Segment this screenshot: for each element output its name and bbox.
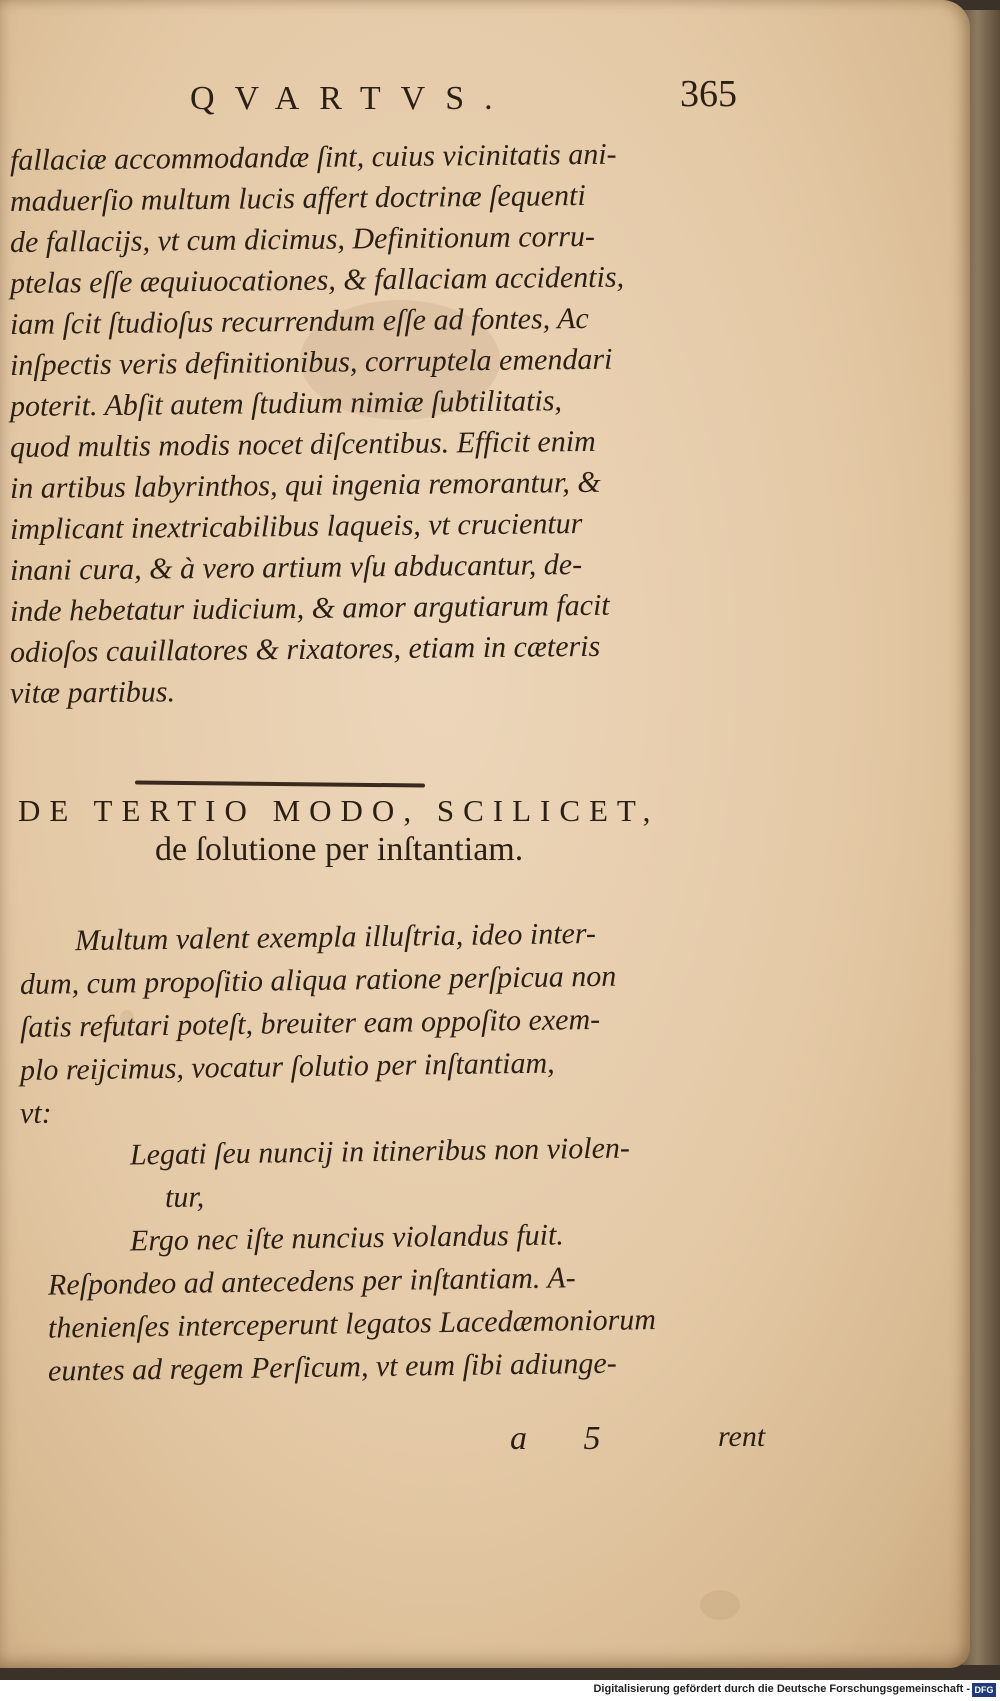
text-line: vitæ partibus.: [9, 675, 176, 710]
page-number: 365: [680, 73, 737, 115]
running-head: [180, 73, 780, 140]
section-divider-rule: [135, 780, 425, 787]
section-heading: [18, 793, 798, 869]
text-line: poterit. Abſit autem ſtudium nimiæ ſubtilitatis,: [9, 384, 563, 423]
text-line: plo reijcimus, vocatur ſolutio per inſtantiam,: [19, 1046, 555, 1087]
text-line: ptelas eſſe æquiuocationes, & fallaciam accidentis,: [9, 260, 625, 300]
text-line: iam ſcit ſtudioſus recurrendum eſſe ad fontes, Ac: [9, 301, 589, 341]
text-line: maduerſio multum lucis affert doctrinæ ſequenti: [9, 178, 586, 218]
text-line: implicant inextricabilibus laqueis, vt crucientur: [9, 507, 583, 546]
text-line: tur,: [164, 1180, 205, 1214]
signature-mark: a 5: [510, 1420, 625, 1457]
body-text: [9, 137, 770, 714]
text-line: inde hebetatur iudicium, & amor argutiarum facit: [9, 588, 610, 628]
text-line: inani cura, & à vero artium vſu abducantur, de-: [9, 548, 583, 587]
dfg-logo: DFG: [972, 1683, 996, 1697]
running-head-title: QVARTVS.: [190, 80, 513, 117]
text-line: euntes ad regem Perſicum, vt eum ſibi adiunge-: [47, 1346, 617, 1388]
text-line: Multum valent exempla illuſtria, ideo inter-: [74, 916, 597, 958]
text-line: Reſpondeo ad antecedens per inſtantiam. A-: [47, 1261, 576, 1302]
section-heading-line-1: DE TERTIO MODO, SCILICET,: [18, 793, 660, 828]
digitization-footer: [0, 1680, 1000, 1701]
text-line: quod multis modis nocet diſcentibus. Efficit enim: [9, 424, 596, 464]
text-line: ſatis refutari poteſt, breuiter eam oppoſito exem-: [19, 1002, 601, 1044]
text-line: Ergo nec iſte nuncius violandus fuit.: [129, 1218, 565, 1258]
text-line: de fallacijs, vt cum dicimus, Definitionum corru-: [9, 219, 596, 259]
section-text: [19, 916, 790, 1393]
section-heading-line-2: de ſolutione per inſtantiam.: [155, 831, 524, 868]
text-line: vt:: [19, 1096, 52, 1130]
stain-spot: [700, 1590, 740, 1620]
text-line: odioſos cauillatores & rixatores, etiam in cæteris: [9, 629, 601, 669]
text-line: in artibus labyrinthos, qui ingenia remorantur, &: [9, 465, 601, 505]
catchword: rent: [718, 1420, 766, 1453]
text-line: dum, cum propoſitio aliqua ratione perſpicua non: [19, 959, 617, 1001]
footer-credit-text: Digitalisierung gefördert durch die Deutsche Forschungsgemeinschaft -: [593, 1683, 970, 1695]
text-line: inſpectis veris definitionibus, corruptela emendari: [9, 342, 613, 382]
text-line: thenienſes interceperunt legatos Lacedæmoniorum: [47, 1303, 657, 1345]
text-line: Legati ſeu nuncij in itineribus non violen-: [129, 1131, 631, 1172]
text-line: fallaciæ accommodandæ ſint, cuius vicinitatis ani-: [9, 137, 617, 177]
